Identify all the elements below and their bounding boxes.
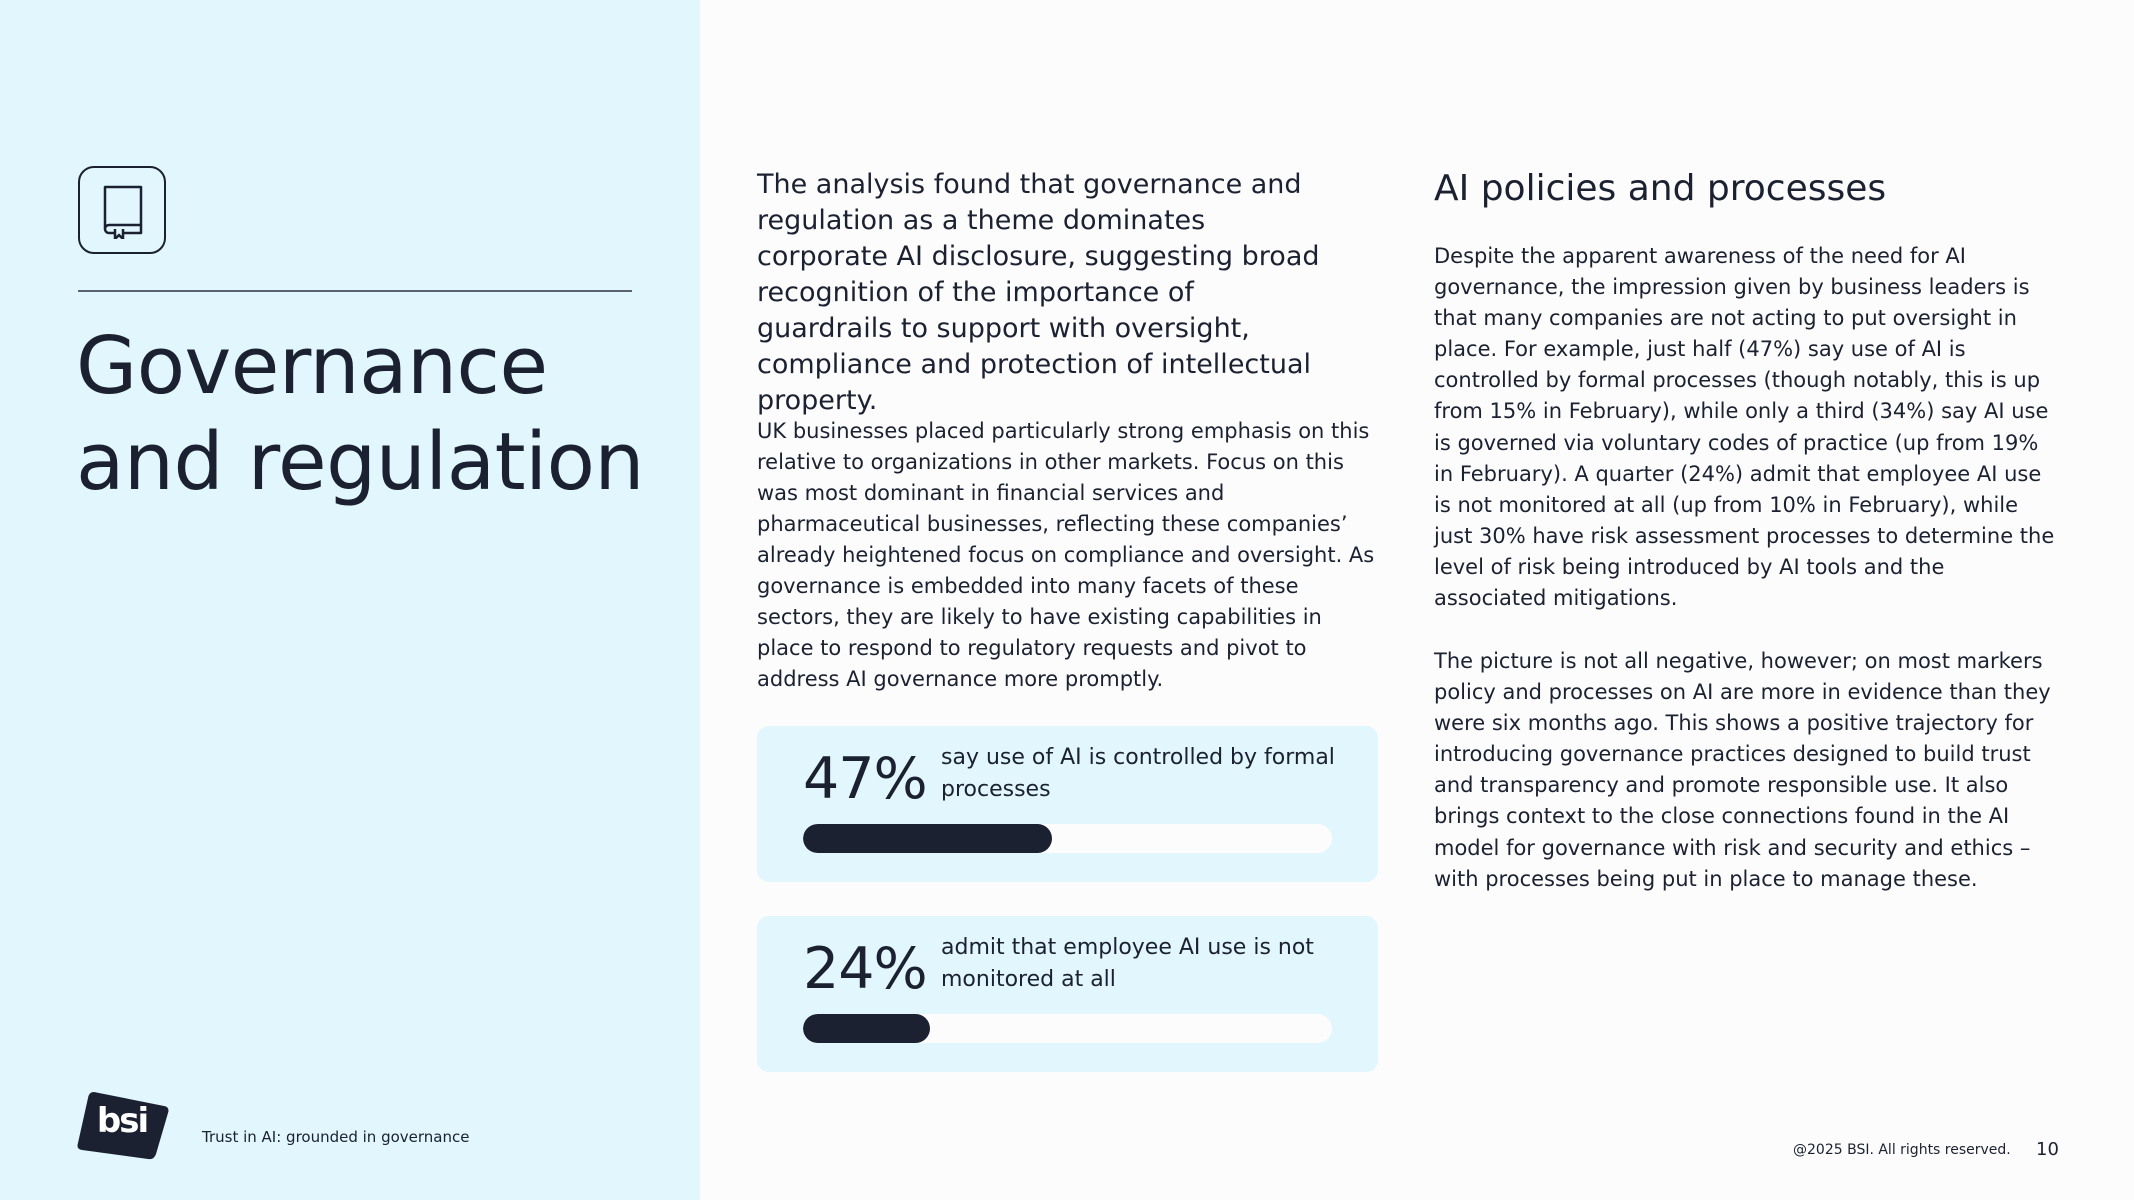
section-heading: AI policies and processes: [1434, 168, 1887, 209]
stat-value: 24%: [803, 936, 927, 1002]
stat-label: admit that employee AI use is not monitored at all: [941, 935, 1314, 992]
progress-track: [803, 824, 1332, 853]
left-panel: [0, 0, 700, 1200]
progress-track: [803, 1014, 1332, 1043]
stat-card: [757, 726, 1378, 882]
intro-paragraph: The analysis found that governance and regulation as a theme dominates corporate AI disclosure, suggesting broad recognition of the importance of guardrails to support with oversight, compliance and protection of intellectual property.: [757, 169, 1320, 416]
right-paragraph-1: Despite the apparent awareness of the need for AI governance, the impression given by business leaders is that many companies are not acting to put oversight in place. For example, just half (47%) say use of AI is controlled by formal processes (though notably, this is up from 15% in February), while only a third (34%) say AI use is governed via voluntary codes of practice (up from 19% in February). A quarter (24%) admit that employee AI use is not monitored at all (up from 10% in February), while just 30% have risk assessment processes to determine the level of risk being introduced by AI tools and the associated mitigations.: [1434, 244, 2055, 611]
divider: [78, 290, 632, 292]
page-title-line-2: and regulation: [76, 416, 644, 508]
page-number: 10: [2036, 1139, 2059, 1160]
progress-fill: [803, 1014, 930, 1043]
page-title: [76, 318, 676, 510]
right-paragraph-2: The picture is not all negative, however; on most markers policy and processes on AI are more in evidence than they were six months ago. This shows a positive trajectory for introducing governance practices designed to build trust and transparency and promote responsible use. It also brings context to the close connections found in the AI model for governance with risk and security and ethics – with processes being put in place to manage these.: [1434, 649, 2051, 891]
page-title-line-1: Governance: [76, 320, 548, 412]
bsi-logo-text: bsi: [96, 1101, 148, 1141]
progress-fill: [803, 824, 1052, 853]
book-icon: [78, 166, 166, 254]
footer-report-title: Trust in AI: grounded in governance: [202, 1128, 470, 1146]
copyright: @2025 BSI. All rights reserved.: [1793, 1142, 2011, 1158]
stat-value: 47%: [803, 746, 927, 812]
bsi-logo: [76, 1088, 172, 1172]
stat-label: say use of AI is controlled by formal processes: [941, 745, 1335, 802]
body-paragraph: UK businesses placed particularly strong emphasis on this relative to organizations in other markets. Focus on this was most dominant in financial services and pharmaceutical businesses, reflecting these companies’ already heightened focus on compliance and oversight. As governance is embedded into many facets of these sectors, they are likely to have existing capabilities in place to respond to regulatory requests and pivot to address AI governance more promptly.: [757, 419, 1375, 691]
stat-card: [757, 916, 1378, 1072]
